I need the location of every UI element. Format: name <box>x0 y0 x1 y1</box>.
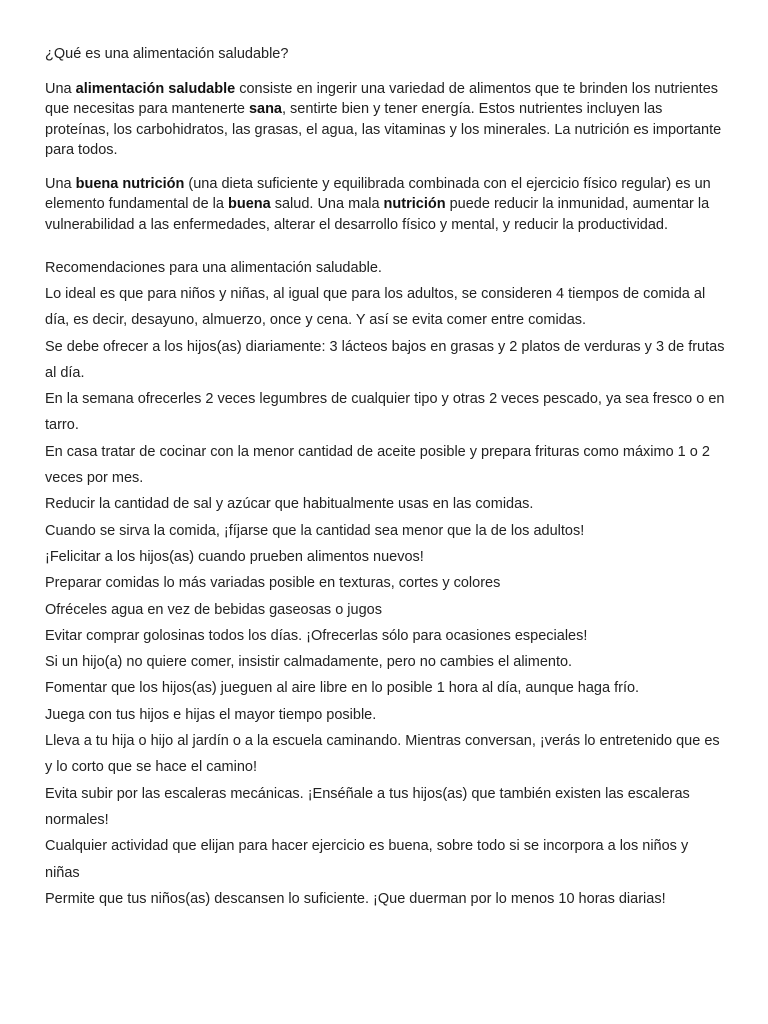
recommendation-item: Cuando se sirva la comida, ¡fíjarse que la cantidad sea menor que la de los adultos! <box>45 522 585 539</box>
intro1-text-1: Una <box>45 80 76 97</box>
recommendation-item: Si un hijo(a) no quiere comer, insistir calmadamente, pero no cambies el alimento. <box>45 654 573 671</box>
recommendation-item: Permite que tus niños(as) descansen lo suficiente. ¡Que duerman por lo menos 10 horas diarias! <box>45 890 666 907</box>
intro2-text-3: salud. Una mala <box>270 196 384 212</box>
intro2-text-4: puede reducir la inmunidad, aumentar la vulnerabilidad a las enfermedades, alterar el desarrollo físico y mental, y reducir la productividad. <box>45 196 710 233</box>
recommendation-item: Cualquier actividad que elijan para hacer ejercicio es buena, sobre todo si se incorpora a los niños y niñas <box>45 838 689 881</box>
intro2-bold-2: buena <box>228 196 271 212</box>
document-title: ¿Qué es una alimentación saludable? <box>45 46 289 62</box>
intro1-bold-1: alimentación saludable <box>75 80 236 97</box>
recommendation-item: Juega con tus hijos e hijas el mayor tiempo posible. <box>45 706 377 723</box>
document-page <box>45 44 725 912</box>
recommendation-item: En casa tratar de cocinar con la menor cantidad de aceite posible y prepara frituras como máximo 1 o 2 veces por mes. <box>45 443 710 487</box>
recommendation-item: Fomentar que los hijos(as) jueguen al aire libre en lo posible 1 hora al día, aunque haga frío. <box>45 680 640 697</box>
recommendation-item: Lleva a tu hija o hijo al jardín o a la escuela caminando. Mientras conversan, ¡verás lo entretenido que es y lo corto que se hace el camino! <box>45 733 720 776</box>
recommendations-list <box>45 281 725 912</box>
intro1-bold-2: sana <box>248 101 282 117</box>
recommendations-title: Recomendaciones para una alimentación saludable. <box>45 260 382 276</box>
recommendation-item: Preparar comidas lo más variadas posible en texturas, cortes y colores <box>45 575 501 592</box>
intro1-text-3: , sentirte bien y tener energía. Estos nutrientes incluyen las proteínas, los carbohidratos, las grasas, el agua, las vitaminas y los minerales. La nutrición es importante para todos. <box>45 101 722 158</box>
recommendation-item: Se debe ofrecer a los hijos(as) diariamente: 3 lácteos bajos en grasas y 2 platos de verduras y 3 de frutas al día. <box>45 338 725 381</box>
recommendation-item: En la semana ofrecerles 2 veces legumbres de cualquier tipo y otras 2 veces pescado, ya sea fresco o en tarro. <box>45 391 725 434</box>
recommendation-item: Evitar comprar golosinas todos los días. ¡Ofrecerlas sólo para ocasiones especiales! <box>45 627 588 644</box>
intro2-bold-1: buena nutrición <box>75 175 185 192</box>
intro-paragraph-2 <box>45 174 725 236</box>
intro1-text-2: consiste en ingerir una variedad de alimentos que te brinden los nutrientes que necesitas para mantenerte <box>45 80 719 117</box>
recommendation-item: ¡Felicitar a los hijos(as) cuando prueben alimentos nuevos! <box>45 548 424 565</box>
intro2-text-1: Una <box>45 175 76 192</box>
recommendation-item: Evita subir por las escaleras mecánicas. ¡Enséñale a tus hijos(as) que también existen las escaleras normales! <box>45 785 690 828</box>
recommendation-item: Lo ideal es que para niños y niñas, al igual que para los adultos, se consideren 4 tiempos de comida al día, es decir, desayuno, almuerzo, once y cena. Y así se evita comer entre comidas. <box>45 286 706 329</box>
recommendation-item: Ofréceles agua en vez de bebidas gaseosas o jugos <box>45 601 382 618</box>
intro2-text-2: (una dieta suficiente y equilibrada combinada con el ejercicio físico regular) es un elemento fundamental de la <box>45 175 711 212</box>
intro-paragraph-1 <box>45 79 725 161</box>
intro2-bold-3: nutrición <box>383 196 446 212</box>
recommendation-item: Reducir la cantidad de sal y azúcar que habitualmente usas en las comidas. <box>45 496 534 513</box>
